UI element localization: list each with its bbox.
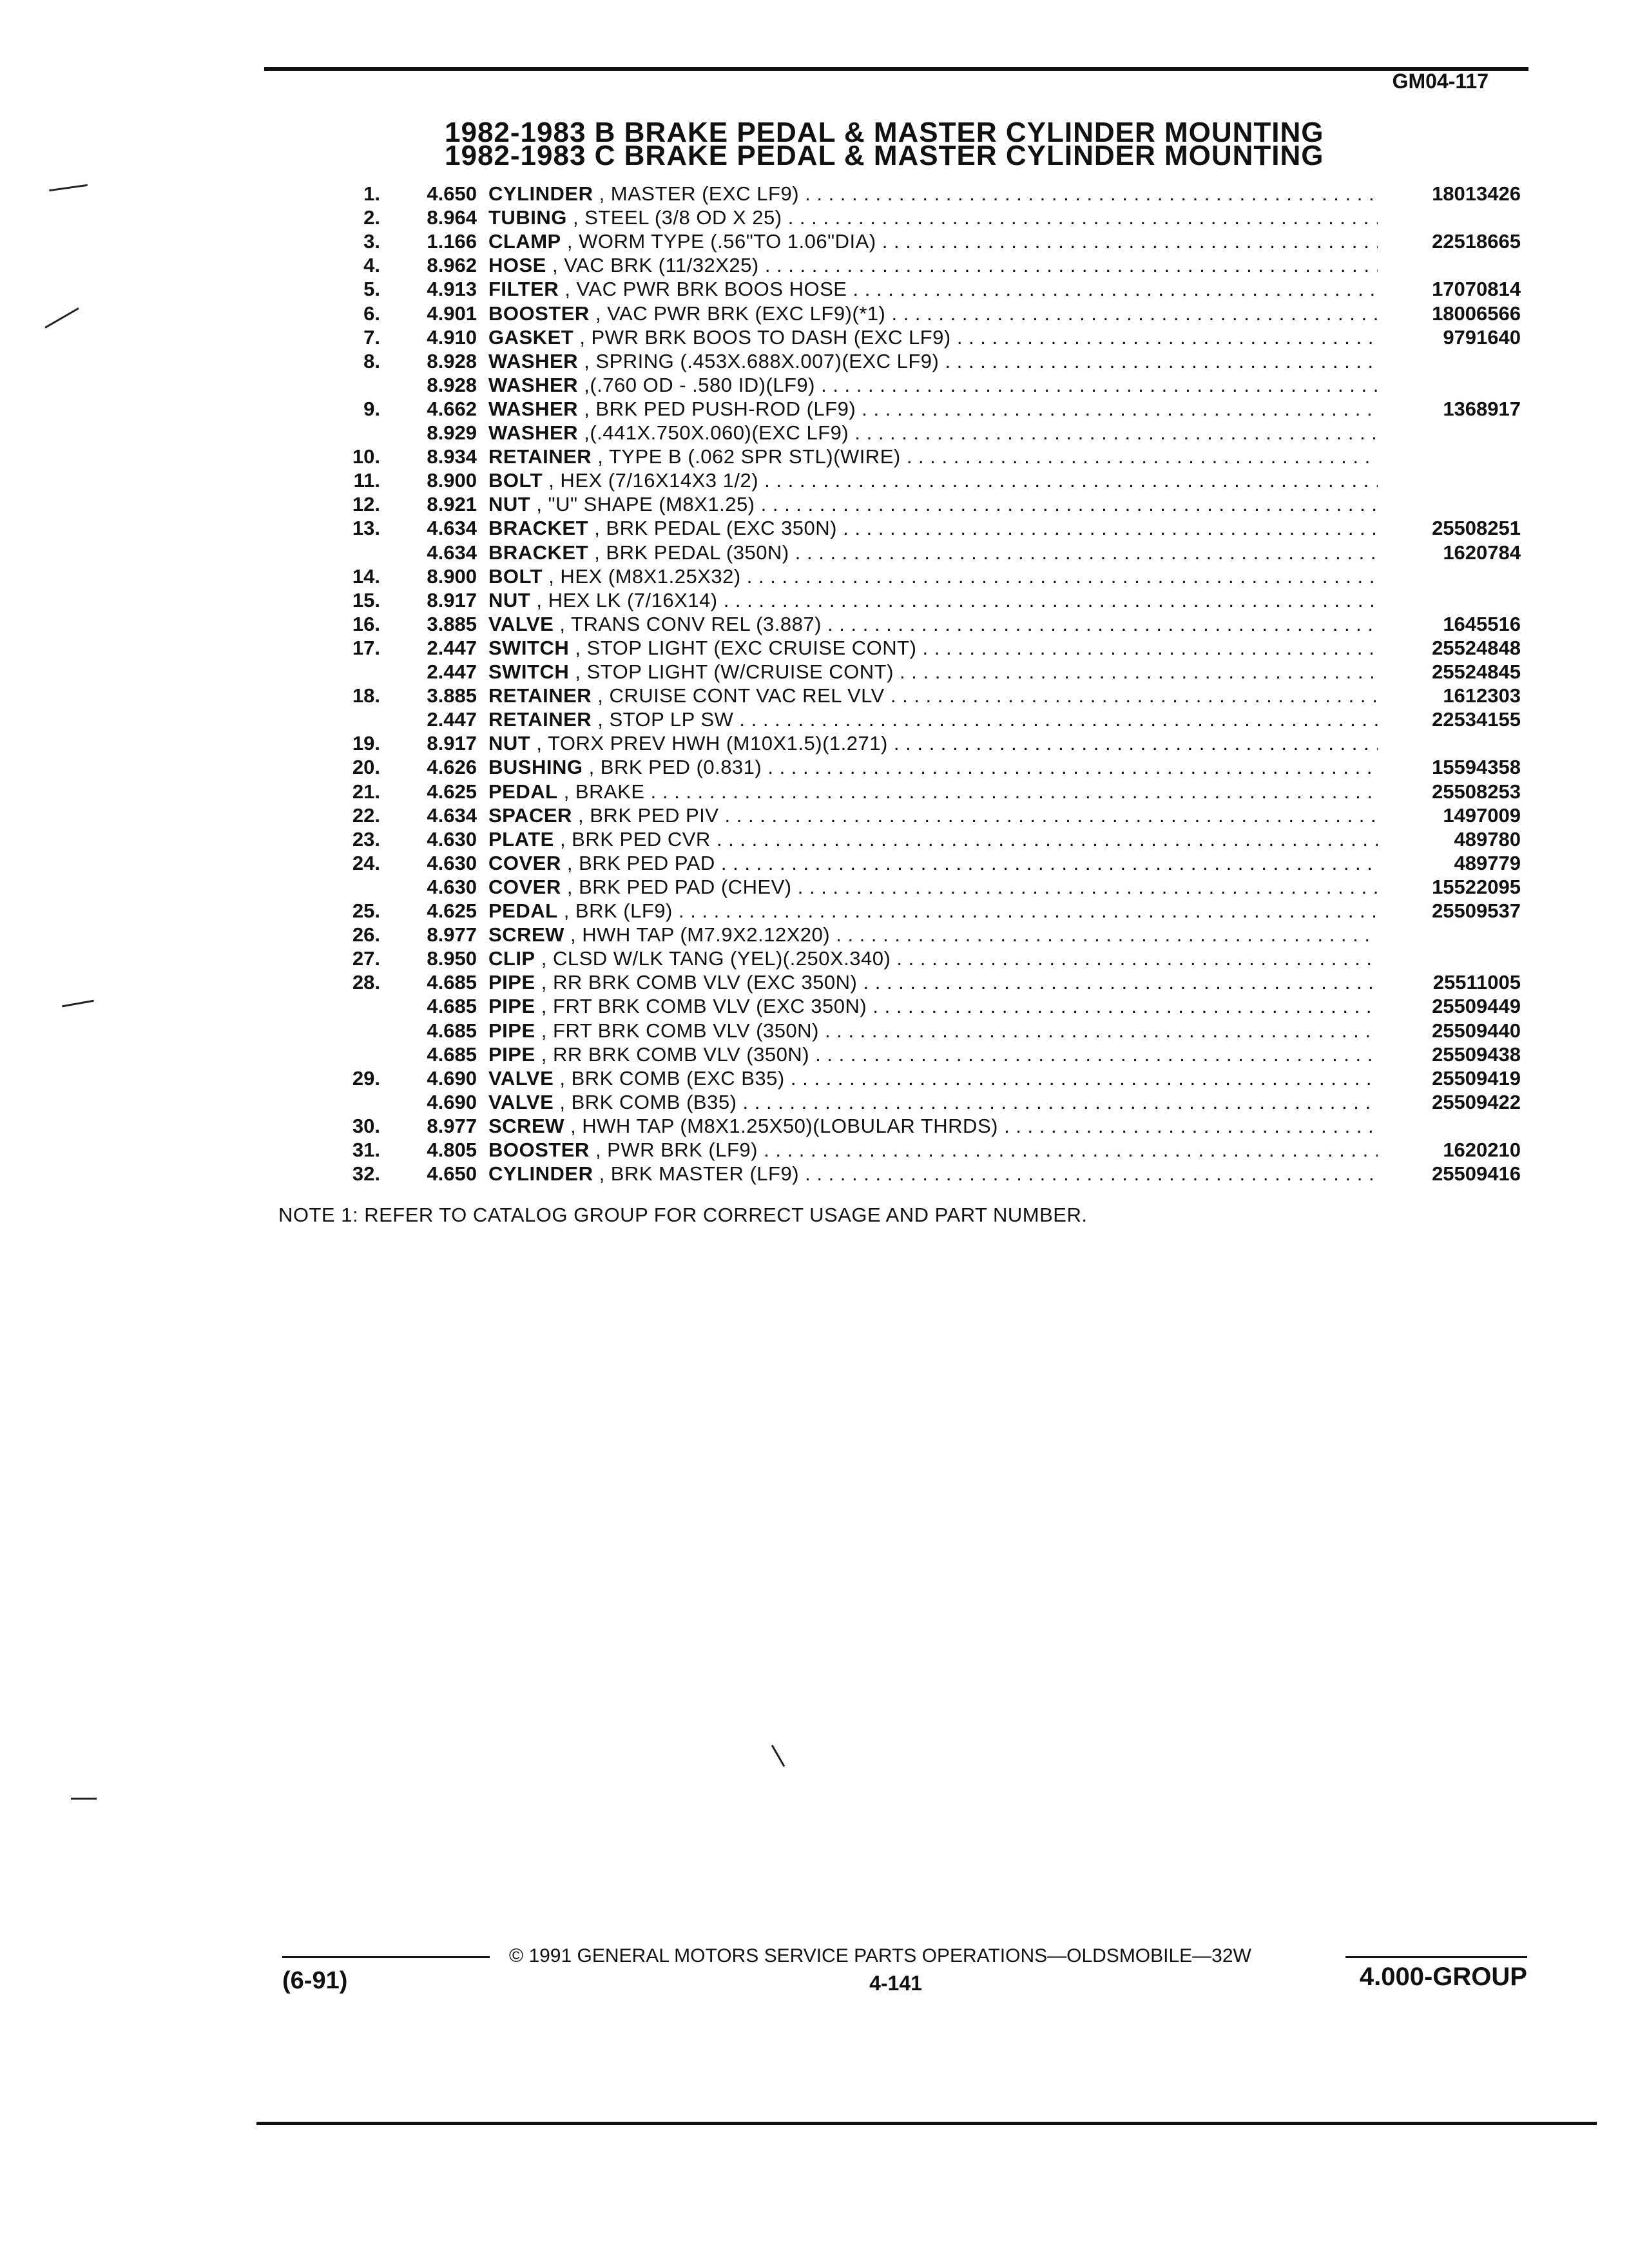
part-description: [488, 947, 1378, 970]
group-number: 4.650: [427, 182, 477, 205]
part-name: VALVE: [488, 1091, 554, 1113]
part-number: 25509537: [1432, 899, 1521, 922]
item-number: 7.: [363, 326, 380, 349]
part-name: WASHER: [488, 350, 579, 372]
part-name: PIPE: [488, 1043, 535, 1066]
group-number: 4.625: [427, 899, 477, 922]
part-detail: , BRK COMB (B35): [559, 1091, 737, 1113]
part-detail: , VAC PWR BRK BOOS HOSE: [564, 278, 847, 300]
item-number: 20.: [352, 756, 380, 778]
part-description: [488, 564, 1378, 588]
part-number: 17070814: [1432, 278, 1521, 300]
scan-mark: [771, 1745, 786, 1767]
group-number: 8.950: [427, 947, 477, 970]
item-number: 17.: [352, 637, 380, 659]
part-detail: , BRK PED PAD (CHEV): [566, 876, 792, 898]
part-description: [488, 373, 1378, 397]
item-number: 24.: [352, 852, 380, 874]
parts-row: [0, 516, 1629, 540]
part-name: COVER: [488, 852, 561, 874]
part-name: PIPE: [488, 995, 535, 1017]
group-number: 8.928: [427, 374, 477, 396]
part-description: [488, 541, 1378, 564]
part-number: 25509438: [1432, 1043, 1521, 1066]
part-detail: , "U" SHAPE (M8X1.25): [536, 493, 755, 515]
part-description: [488, 1162, 1378, 1186]
item-number: 22.: [352, 804, 380, 827]
part-name: VALVE: [488, 613, 554, 635]
parts-row: [0, 707, 1629, 731]
part-detail: , HWH TAP (M7.9X2.12X20): [570, 923, 831, 946]
part-name: BOOSTER: [488, 302, 590, 325]
part-number: 25508253: [1432, 780, 1521, 803]
part-description: [488, 803, 1378, 827]
part-number: 25509419: [1432, 1067, 1521, 1090]
group-number: 4.630: [427, 852, 477, 874]
part-number: 25524848: [1432, 637, 1521, 659]
group-number: 4.690: [427, 1091, 477, 1113]
part-description: [488, 755, 1378, 779]
item-number: 12.: [352, 493, 380, 515]
group-number: 8.921: [427, 493, 477, 515]
part-number: 25509449: [1432, 995, 1521, 1017]
part-description: [488, 851, 1378, 875]
part-description: [488, 229, 1378, 253]
group-number: 4.685: [427, 971, 477, 994]
part-name: FILTER: [488, 278, 559, 300]
part-name: RETAINER: [488, 684, 592, 707]
group-number: 4.662: [427, 398, 477, 420]
parts-row: [0, 875, 1629, 899]
parts-row: [0, 684, 1629, 707]
parts-row: [0, 636, 1629, 660]
part-name: CLAMP: [488, 230, 561, 253]
part-detail: , TRANS CONV REL (3.887): [559, 613, 822, 635]
part-number: 25508251: [1432, 517, 1521, 539]
page-title-b: 1982-1983 B BRAKE PEDAL & MASTER CYLINDER MOUNTING: [445, 117, 1324, 148]
group-number: 2.447: [427, 637, 477, 659]
part-number: 22518665: [1432, 230, 1521, 253]
part-name: SCREW: [488, 1115, 564, 1137]
bottom-rule: [256, 2122, 1597, 2125]
part-description: [488, 421, 1378, 445]
part-number: 25511005: [1432, 971, 1521, 994]
page-code: GM04-117: [1392, 70, 1489, 93]
part-detail: , RR BRK COMB VLV (350N): [541, 1043, 810, 1066]
footer-rule-left: [282, 1956, 490, 1958]
part-detail: , BRK PEDAL (EXC 350N): [594, 517, 837, 539]
parts-row: [0, 1138, 1629, 1162]
parts-row: [0, 397, 1629, 421]
parts-row: [0, 373, 1629, 397]
page-number: 4-141: [869, 1972, 922, 1995]
part-name: GASKET: [488, 326, 574, 349]
item-number: 29.: [352, 1067, 380, 1090]
part-detail: , RR BRK COMB VLV (EXC 350N): [541, 971, 858, 994]
part-name: SWITCH: [488, 637, 570, 659]
parts-row: [0, 827, 1629, 851]
part-description: [488, 1043, 1378, 1066]
parts-row: [0, 803, 1629, 827]
item-number: 2.: [363, 206, 380, 229]
part-name: NUT: [488, 493, 531, 515]
part-number: 1645516: [1443, 613, 1521, 635]
parts-row: [0, 994, 1629, 1018]
parts-row: [0, 899, 1629, 923]
part-name: PLATE: [488, 828, 554, 850]
group-number: 4.685: [427, 1019, 477, 1042]
group-number: 4.650: [427, 1162, 477, 1185]
group-number: 4.625: [427, 780, 477, 803]
part-description: [488, 302, 1378, 325]
part-name: SCREW: [488, 923, 564, 946]
item-number: 4.: [363, 254, 380, 276]
group-number: 3.885: [427, 684, 477, 707]
parts-row: [0, 780, 1629, 803]
item-number: 18.: [352, 684, 380, 707]
part-description: [488, 253, 1378, 277]
part-number: 25524845: [1432, 660, 1521, 683]
item-number: 10.: [352, 445, 380, 468]
parts-row: [0, 325, 1629, 349]
part-detail: , BRK MASTER (LF9): [599, 1162, 800, 1185]
group-number: 8.964: [427, 206, 477, 229]
parts-row: [0, 660, 1629, 684]
part-name: BRACKET: [488, 541, 589, 564]
group-number: 8.977: [427, 1115, 477, 1137]
group-number: 4.690: [427, 1067, 477, 1090]
parts-row: [0, 206, 1629, 229]
part-detail: , BRK (LF9): [563, 899, 673, 922]
parts-row: [0, 755, 1629, 779]
group-number: 3.885: [427, 613, 477, 635]
item-number: 32.: [352, 1162, 380, 1185]
group-number: 4.910: [427, 326, 477, 349]
part-description: [488, 516, 1378, 540]
part-description: [488, 636, 1378, 660]
parts-row: [0, 970, 1629, 994]
part-description: [488, 1090, 1378, 1114]
part-detail: , FRT BRK COMB VLV (EXC 350N): [541, 995, 867, 1017]
part-description: [488, 899, 1378, 923]
scan-mark: [71, 1798, 97, 1800]
part-detail: , VAC PWR BRK (EXC LF9)(*1): [595, 302, 886, 325]
part-number: 1620784: [1443, 541, 1521, 564]
part-name: HOSE: [488, 254, 546, 276]
part-number: 22534155: [1432, 708, 1521, 731]
parts-row: [0, 923, 1629, 947]
revision-date: (6-91): [282, 1967, 348, 1994]
part-description: [488, 397, 1378, 421]
group-number: 8.962: [427, 254, 477, 276]
part-description: [488, 827, 1378, 851]
part-number: 25509440: [1432, 1019, 1521, 1042]
part-detail: , STOP LIGHT (EXC CRUISE CONT): [575, 637, 917, 659]
part-name: RETAINER: [488, 445, 592, 468]
group-number: 4.634: [427, 517, 477, 539]
item-number: 3.: [363, 230, 380, 253]
part-description: [488, 325, 1378, 349]
part-name: PEDAL: [488, 899, 558, 922]
part-detail: , CLSD W/LK TANG (YEL)(.250X.340): [541, 947, 891, 970]
part-description: [488, 923, 1378, 947]
part-detail: , STOP LP SW: [597, 708, 734, 731]
part-description: [488, 994, 1378, 1018]
part-detail: , FRT BRK COMB VLV (350N): [541, 1019, 819, 1042]
part-description: [488, 1114, 1378, 1138]
item-number: 11.: [353, 469, 380, 492]
group-number: 8.917: [427, 589, 477, 611]
part-detail: , BRK PED PIV: [578, 804, 719, 827]
part-name: PIPE: [488, 1019, 535, 1042]
part-description: [488, 707, 1378, 731]
part-detail: , BRK PED PUSH-ROD (LF9): [584, 398, 856, 420]
part-description: [488, 731, 1378, 755]
part-number: 1368917: [1443, 398, 1521, 420]
group-number: 1.166: [427, 230, 477, 253]
part-detail: , SPRING (.453X.688X.007)(EXC LF9): [584, 350, 940, 372]
parts-row: [0, 947, 1629, 970]
parts-row: [0, 851, 1629, 875]
item-number: 6.: [363, 302, 380, 325]
item-number: 8.: [363, 350, 380, 372]
item-number: 28.: [352, 971, 380, 994]
group-number: 4.634: [427, 541, 477, 564]
part-name: BRACKET: [488, 517, 589, 539]
group-label: 4.000-GROUP: [1359, 1963, 1527, 1991]
part-name: BUSHING: [488, 756, 583, 778]
top-rule: [264, 67, 1528, 71]
group-number: 4.630: [427, 828, 477, 850]
item-number: 25.: [352, 899, 380, 922]
part-detail: , BRK PEDAL (350N): [594, 541, 789, 564]
group-number: 4.685: [427, 1043, 477, 1066]
part-name: CYLINDER: [488, 182, 593, 205]
parts-row: [0, 468, 1629, 492]
item-number: 21.: [352, 780, 380, 803]
part-detail: , BRK PED (0.831): [588, 756, 762, 778]
part-detail: , BRAKE: [563, 780, 645, 803]
part-description: [488, 1019, 1378, 1043]
parts-row: [0, 277, 1629, 301]
part-name: CYLINDER: [488, 1162, 593, 1185]
part-name: NUT: [488, 732, 531, 754]
part-name: VALVE: [488, 1067, 554, 1090]
part-description: [488, 445, 1378, 468]
parts-row: [0, 588, 1629, 612]
footer-rule-right: [1345, 1956, 1527, 1958]
group-number: 4.630: [427, 876, 477, 898]
item-number: 9.: [363, 398, 380, 420]
group-number: 4.901: [427, 302, 477, 325]
group-number: 2.447: [427, 660, 477, 683]
group-number: 8.900: [427, 565, 477, 588]
part-detail: , STEEL (3/8 OD X 25): [572, 206, 782, 229]
parts-row: [0, 612, 1629, 636]
item-number: 15.: [352, 589, 380, 611]
group-number: 2.447: [427, 708, 477, 731]
part-name: BOLT: [488, 469, 543, 492]
part-detail: , CRUISE CONT VAC REL VLV: [597, 684, 885, 707]
part-detail: , PWR BRK (LF9): [595, 1139, 758, 1161]
item-number: 5.: [363, 278, 380, 300]
part-detail: , PWR BRK BOOS TO DASH (EXC LF9): [579, 326, 951, 349]
part-detail: ,(.760 OD - .580 ID)(LF9): [584, 374, 815, 396]
part-description: [488, 468, 1378, 492]
part-description: [488, 780, 1378, 803]
parts-row: [0, 1114, 1629, 1138]
group-number: 8.900: [427, 469, 477, 492]
part-detail: , HEX LK (7/16X14): [536, 589, 718, 611]
group-number: 8.917: [427, 732, 477, 754]
part-detail: , BRK PED CVR: [559, 828, 711, 850]
part-detail: , VAC BRK (11/32X25): [552, 254, 759, 276]
part-number: 489780: [1454, 828, 1521, 850]
parts-row: [0, 349, 1629, 373]
group-number: 4.913: [427, 278, 477, 300]
group-number: 8.928: [427, 350, 477, 372]
parts-row: [0, 182, 1629, 206]
parts-row: [0, 564, 1629, 588]
part-detail: ,(.441X.750X.060)(EXC LF9): [584, 421, 849, 444]
item-number: 16.: [352, 613, 380, 635]
parts-row: [0, 1090, 1629, 1114]
part-detail: , STOP LIGHT (W/CRUISE CONT): [575, 660, 894, 683]
parts-row: [0, 1043, 1629, 1066]
part-description: [488, 660, 1378, 684]
item-number: 13.: [352, 517, 380, 539]
part-name: TUBING: [488, 206, 567, 229]
part-detail: , BRK PED PAD: [566, 852, 715, 874]
parts-row: [0, 421, 1629, 445]
parts-row: [0, 541, 1629, 564]
part-number: 15594358: [1432, 756, 1521, 778]
part-number: 1497009: [1443, 804, 1521, 827]
part-detail: , HEX (7/16X14X3 1/2): [548, 469, 759, 492]
part-name: PIPE: [488, 971, 535, 994]
part-description: [488, 970, 1378, 994]
part-name: SWITCH: [488, 660, 570, 683]
parts-row: [0, 1019, 1629, 1043]
parts-list: [0, 182, 1629, 1187]
item-number: 26.: [352, 923, 380, 946]
copyright-line: © 1991 GENERAL MOTORS SERVICE PARTS OPERATIONS—OLDSMOBILE—32W: [509, 1945, 1251, 1966]
group-number: 4.634: [427, 804, 477, 827]
part-name: PEDAL: [488, 780, 558, 803]
part-name: RETAINER: [488, 708, 592, 731]
part-description: [488, 588, 1378, 612]
part-number: 15522095: [1432, 876, 1521, 898]
part-name: SPACER: [488, 804, 572, 827]
group-number: 4.805: [427, 1139, 477, 1161]
group-number: 8.977: [427, 923, 477, 946]
page-title-c: 1982-1983 C BRAKE PEDAL & MASTER CYLINDER MOUNTING: [445, 140, 1324, 171]
part-number: 1612303: [1443, 684, 1521, 707]
part-name: WASHER: [488, 374, 579, 396]
item-number: 30.: [352, 1115, 380, 1137]
part-detail: , BRK COMB (EXC B35): [559, 1067, 785, 1090]
part-number: 18013426: [1432, 182, 1521, 205]
part-detail: , MASTER (EXC LF9): [599, 182, 800, 205]
part-number: 489779: [1454, 852, 1521, 874]
parts-row: [0, 445, 1629, 468]
part-description: [488, 612, 1378, 636]
part-detail: , HEX (M8X1.25X32): [548, 565, 741, 588]
group-number: 4.685: [427, 995, 477, 1017]
part-description: [488, 492, 1378, 516]
group-number: 8.929: [427, 421, 477, 444]
part-number: 18006566: [1432, 302, 1521, 325]
part-description: [488, 684, 1378, 707]
part-number: 25509416: [1432, 1162, 1521, 1185]
parts-row: [0, 731, 1629, 755]
item-number: 19.: [352, 732, 380, 754]
item-number: 31.: [352, 1139, 380, 1161]
part-description: [488, 1066, 1378, 1090]
part-description: [488, 182, 1378, 206]
item-number: 23.: [352, 828, 380, 850]
part-description: [488, 349, 1378, 373]
parts-row: [0, 1162, 1629, 1186]
group-number: 4.626: [427, 756, 477, 778]
part-detail: , TYPE B (.062 SPR STL)(WIRE): [597, 445, 901, 468]
part-number: 9791640: [1443, 326, 1521, 349]
part-name: CLIP: [488, 947, 535, 970]
part-detail: , TORX PREV HWH (M10X1.5)(1.271): [536, 732, 888, 754]
part-description: [488, 1138, 1378, 1162]
part-description: [488, 277, 1378, 301]
item-number: 14.: [352, 565, 380, 588]
parts-row: [0, 492, 1629, 516]
group-number: 8.934: [427, 445, 477, 468]
part-number: 1620210: [1443, 1139, 1521, 1161]
part-name: BOLT: [488, 565, 543, 588]
part-detail: , HWH TAP (M8X1.25X50)(LOBULAR THRDS): [570, 1115, 998, 1137]
part-detail: , WORM TYPE (.56"TO 1.06"DIA): [566, 230, 876, 253]
part-name: COVER: [488, 876, 561, 898]
parts-row: [0, 253, 1629, 277]
part-name: WASHER: [488, 421, 579, 444]
part-name: NUT: [488, 589, 531, 611]
item-number: 27.: [352, 947, 380, 970]
part-name: WASHER: [488, 398, 579, 420]
part-name: BOOSTER: [488, 1139, 590, 1161]
parts-row: [0, 302, 1629, 325]
part-number: 25509422: [1432, 1091, 1521, 1113]
part-description: [488, 875, 1378, 899]
part-description: [488, 206, 1378, 229]
parts-row: [0, 229, 1629, 253]
parts-row: [0, 1066, 1629, 1090]
item-number: 1.: [363, 182, 380, 205]
footnote: NOTE 1: REFER TO CATALOG GROUP FOR CORRECT USAGE AND PART NUMBER.: [278, 1204, 1088, 1226]
